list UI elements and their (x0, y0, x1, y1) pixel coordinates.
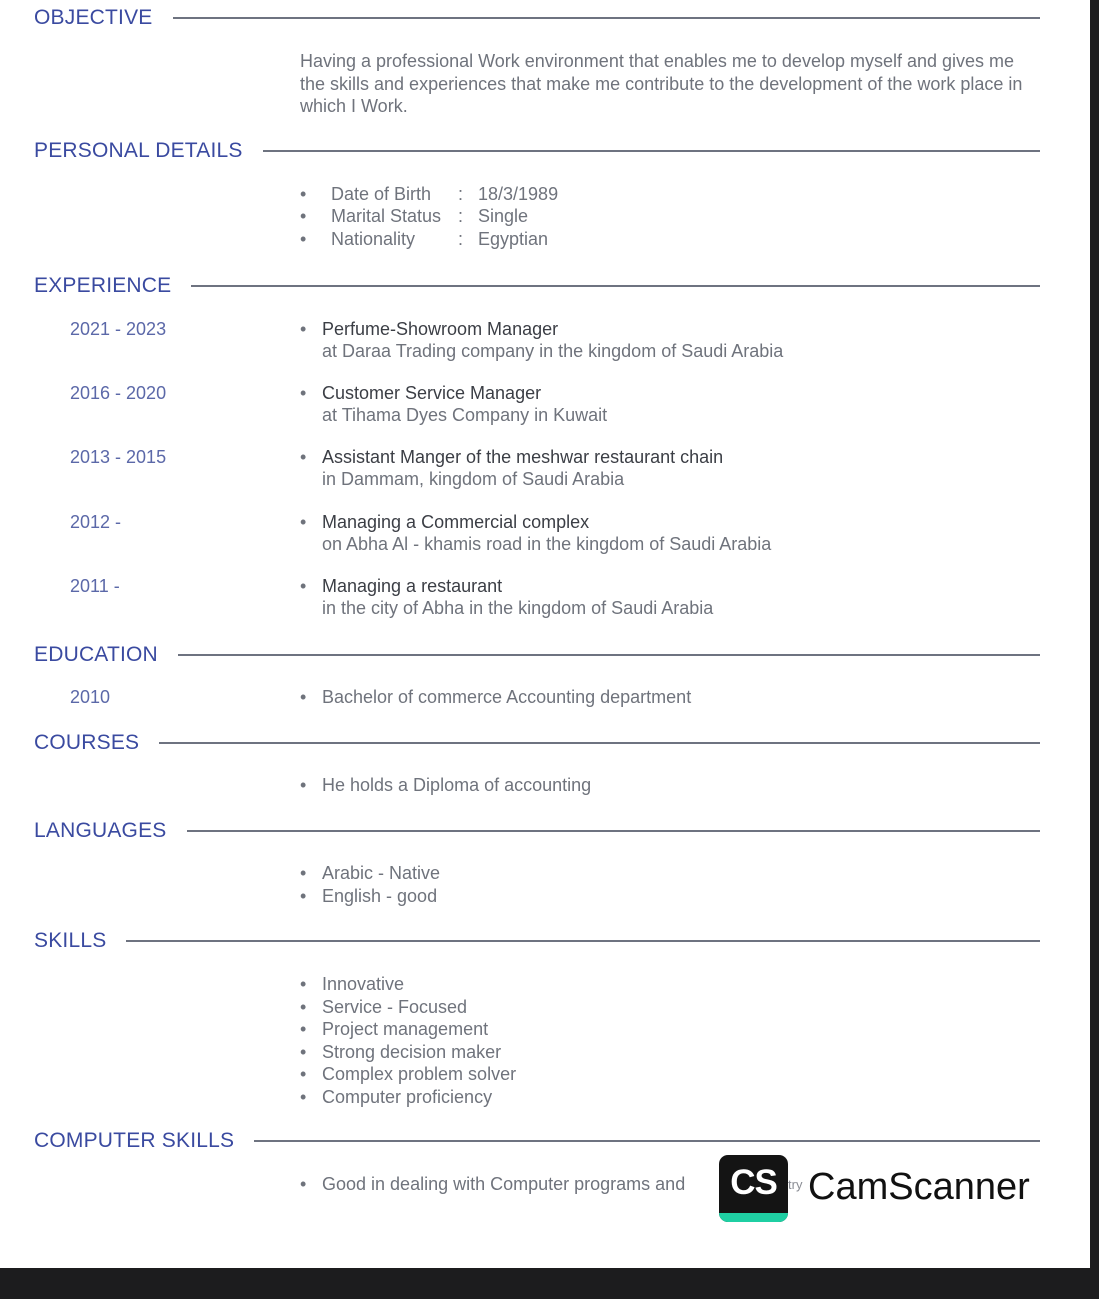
bullet: • (300, 775, 307, 795)
bullet: • (300, 319, 307, 339)
section-heading-courses (34, 731, 1040, 755)
detail-value: Egyptian (478, 229, 549, 249)
section-title: OBJECTIVE (34, 6, 153, 29)
objective-text: Having a professional Work environment that enables me to develop myself and gives me the skills and experiences that make me contribute to the development of the work place in which I Work. (300, 51, 1023, 116)
section-heading-experience (34, 274, 1040, 298)
skill-item: • Service - Focused (300, 996, 516, 1019)
detail-separator: : (458, 184, 464, 204)
logo-accent-strip (719, 1213, 788, 1222)
experience-title: Assistant Manger of the meshwar restaurant chain (322, 447, 724, 467)
detail-label: Date of Birth (331, 184, 432, 204)
section-heading-education (34, 643, 1040, 667)
experience-years: 2016 - 2020 (70, 383, 167, 403)
detail-label: Nationality (331, 229, 416, 249)
experience-detail: on Abha Al - khamis road in the kingdom of Saudi Arabia (322, 534, 772, 554)
bullet: • (300, 383, 307, 403)
camscanner-watermark: CamScanner (808, 1166, 1030, 1208)
bullet: • (300, 512, 307, 532)
language-item: • English - good (300, 885, 440, 908)
section-title: LANGUAGES (34, 819, 167, 842)
skill-item: • Computer proficiency (300, 1086, 516, 1109)
section-title: EDUCATION (34, 643, 158, 666)
section-title: SKILLS (34, 929, 107, 952)
section-divider (254, 1140, 1040, 1142)
section-title: COMPUTER SKILLS (34, 1129, 235, 1152)
detail-separator: : (458, 206, 464, 226)
experience-detail: at Tihama Dyes Company in Kuwait (322, 405, 608, 425)
experience-years: 2021 - 2023 (70, 319, 167, 339)
experience-detail: at Daraa Trading company in the kingdom of Saudi Arabia (322, 341, 784, 361)
section-divider (173, 17, 1041, 19)
skill-item: • Complex problem solver (300, 1063, 516, 1086)
languages-list (300, 862, 440, 907)
watermark-overlap-text: try (788, 1172, 810, 1198)
experience-detail: in Dammam, kingdom of Saudi Arabia (322, 469, 625, 489)
course-item: He holds a Diploma of accounting (322, 775, 592, 795)
section-title: COURSES (34, 731, 140, 754)
experience-years: 2011 - (70, 576, 120, 596)
skill-item: • Innovative (300, 973, 516, 996)
section-divider (159, 742, 1040, 744)
section-divider (178, 654, 1040, 656)
section-heading-languages (34, 819, 1040, 843)
bullet: • (300, 576, 307, 596)
experience-years: 2012 - (70, 512, 122, 532)
detail-value: Single (478, 206, 529, 226)
skills-list (300, 973, 516, 1108)
computer-skill-item: Good in dealing with Computer programs and (322, 1174, 686, 1194)
language-item: • Arabic - Native (300, 862, 440, 885)
section-divider (191, 285, 1040, 287)
section-heading-personal-details (34, 139, 1040, 163)
bullet: • (300, 687, 307, 707)
detail-label: Marital Status (331, 206, 442, 226)
experience-title: Managing a restaurant (322, 576, 503, 596)
skill-item: • Strong decision maker (300, 1041, 516, 1064)
education-detail: Bachelor of commerce Accounting department (322, 687, 692, 707)
camscanner-logo-text: CS (730, 1163, 777, 1202)
experience-years: 2013 - 2015 (70, 447, 167, 467)
camscanner-logo-icon (719, 1155, 788, 1222)
experience-title: Customer Service Manager (322, 383, 542, 403)
bullet: • (300, 447, 307, 467)
section-divider (187, 830, 1040, 832)
education-year: 2010 (70, 687, 111, 707)
section-divider (263, 150, 1040, 152)
section-divider (126, 940, 1040, 942)
bullet: • (300, 206, 307, 226)
detail-value: 18/3/1989 (478, 184, 559, 204)
section-heading-objective (34, 6, 1040, 30)
experience-title: Managing a Commercial complex (322, 512, 590, 532)
section-heading-computer-skills (34, 1129, 1040, 1153)
experience-detail: in the city of Abha in the kingdom of Saudi Arabia (322, 598, 714, 618)
bullet: • (300, 229, 307, 249)
experience-title: Perfume-Showroom Manager (322, 319, 559, 339)
bullet: • (300, 1174, 307, 1194)
section-title: PERSONAL DETAILS (34, 139, 243, 162)
detail-separator: : (458, 229, 464, 249)
section-title: EXPERIENCE (34, 274, 172, 297)
section-heading-skills (34, 929, 1040, 953)
skill-item: • Project management (300, 1018, 516, 1041)
bullet: • (300, 184, 307, 204)
